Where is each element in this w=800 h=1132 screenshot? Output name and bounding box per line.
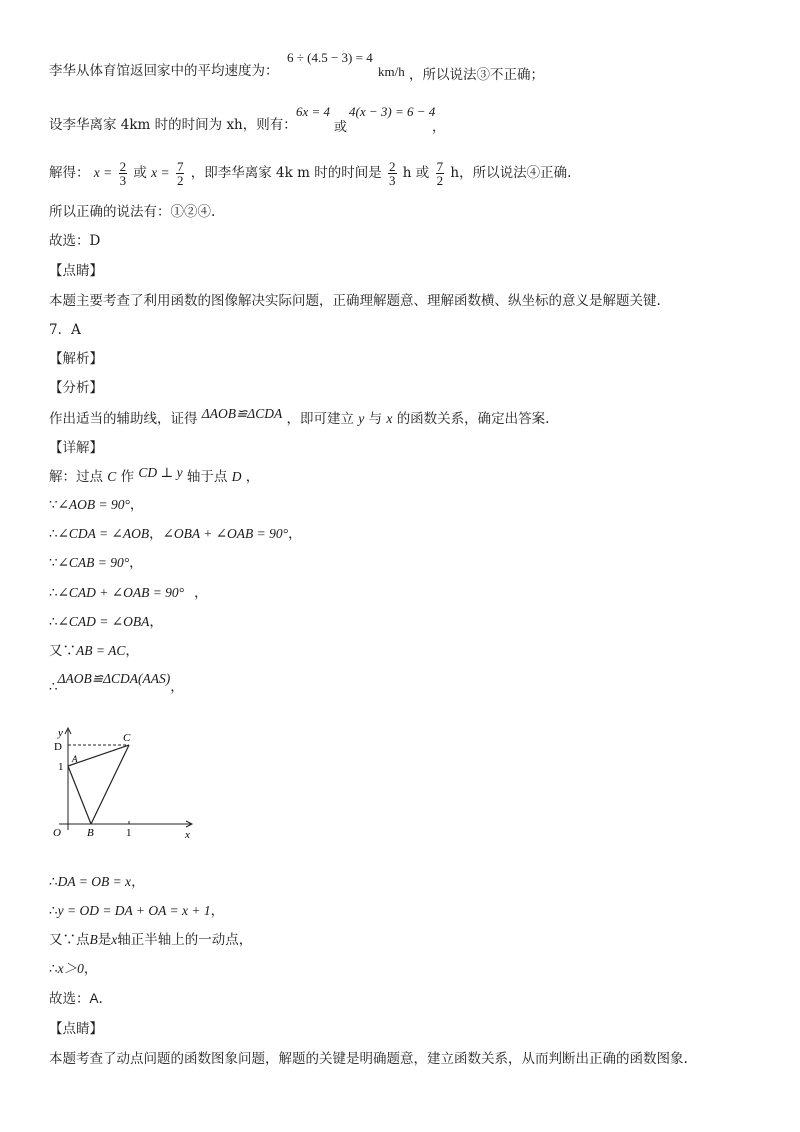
label-1-x: 1 [126, 827, 132, 839]
label-b: B [87, 827, 94, 839]
step-ab-ac [49, 642, 139, 660]
point-d: D [231, 469, 242, 484]
step-math: AB = AC [76, 643, 126, 658]
because-symbol: ∵ [49, 555, 58, 571]
detail-heading: 【详解】 [49, 440, 103, 456]
fraction-7-2 [176, 160, 185, 187]
therefore-symbol: ∴ [49, 614, 58, 630]
step-suffix: 轴正半轴上的一动点， [117, 932, 253, 948]
equation-comma: ， [432, 119, 446, 134]
label-x: x [185, 829, 190, 841]
comment-heading-2: 【点睛】 [49, 1021, 103, 1037]
step-math: DA = OB = x [57, 874, 132, 889]
var-x: x [111, 932, 118, 947]
breakdown-heading: 【分析】 [49, 380, 103, 396]
label-a: A [72, 754, 78, 764]
and-word: 与 [368, 411, 383, 427]
step-da-ob-x [49, 873, 145, 891]
correct-statements: 所以正确的说法有：①②④. [49, 204, 216, 220]
solution-prefix: 解得： [49, 165, 90, 181]
segment-bc [91, 745, 129, 824]
step-cad-oba [49, 613, 163, 631]
frac-den: 2 [176, 173, 184, 188]
avg-speed-unit: km/h [378, 64, 405, 79]
answer-a [49, 990, 103, 1008]
solution-step-construct [49, 465, 260, 486]
step-cad-oab [49, 584, 208, 602]
step-cab-90 [49, 554, 143, 572]
set-time-line [49, 116, 297, 134]
step-sep: ， [149, 526, 163, 542]
analysis-mid: ，即可建立 [286, 411, 354, 427]
step-math: ∠CAD + ∠OAB = 90° [57, 585, 185, 600]
analysis-suffix: 的函数关系，确定出答案. [396, 411, 550, 427]
step-end: ， [288, 526, 302, 542]
avg-speed-formula: 6 ÷ (4.5 − 3) = 4 [287, 50, 373, 65]
answer-prefix: 故选： [49, 991, 90, 1007]
fraction-2-3-b [388, 160, 397, 187]
step-math: x＞0 [57, 961, 84, 976]
step-end: ， [194, 585, 208, 601]
geometry-diagram [49, 722, 199, 842]
step-b-on-axis [49, 931, 252, 949]
construct-end: ， [245, 469, 260, 485]
step-end: ， [131, 874, 145, 890]
step-congruence [49, 671, 184, 696]
perpendicular-math: CD ⊥ y [138, 465, 183, 480]
label-1-y: 1 [58, 761, 64, 773]
var-x: x [386, 411, 393, 426]
step-end: ， [149, 614, 163, 630]
because-symbol: ∵ [49, 497, 58, 513]
step-end: ， [170, 679, 184, 695]
hour-or: h 或 [402, 165, 430, 181]
step-end: ， [83, 961, 98, 977]
label-c: C [123, 732, 131, 744]
therefore-symbol: ∴ [49, 585, 58, 601]
frac-num: 2 [389, 159, 396, 174]
label-y: y [58, 727, 63, 739]
step-math: ∠CAB = 90° [57, 555, 130, 570]
solution-line [49, 160, 571, 187]
step-end: ， [125, 643, 139, 659]
fraction-2-3 [119, 160, 128, 187]
step-function [49, 902, 224, 920]
x-equals-1: x = [93, 165, 113, 180]
analysis-text [49, 406, 550, 428]
label-o: O [53, 827, 61, 839]
avg-speed-text: 李华从体育馆返回家中的平均速度为： [49, 63, 279, 79]
step-end: ， [210, 903, 225, 919]
step-math: ΔAOB≌ΔCDA(AAS) [57, 671, 171, 686]
therefore-symbol: ∴ [49, 961, 58, 977]
frac-num: 7 [176, 159, 184, 174]
therefore-symbol: ∴ [49, 526, 58, 542]
frac-num: 7 [436, 159, 444, 174]
frac-den: 3 [119, 173, 127, 188]
set-time-text: 设李华离家 4km 时的时间为 xh，则有： [49, 117, 297, 133]
construct-prefix: 解：过点 [49, 469, 103, 485]
step-prefix: 又∵点 [49, 932, 90, 948]
step-math-2: ∠OBA + ∠OAB = 90° [162, 526, 289, 541]
frac-den: 3 [389, 173, 396, 188]
step-x-positive [49, 960, 97, 978]
therefore-symbol: ∴ [49, 679, 58, 695]
step-end: ， [129, 555, 143, 571]
analysis-heading: 【解析】 [49, 351, 103, 367]
answer-d: 故选：D [49, 233, 101, 249]
congruence-math: ΔAOB≌ΔCDA [201, 406, 283, 421]
step-math: ∠CAD = ∠OBA [57, 614, 150, 629]
step-aob-90 [49, 496, 143, 514]
construct-verb: 作 [120, 469, 135, 485]
comment-text-2: 本题考查了动点问题的函数图象问题，解题的关键是明确题意，建立函数关系，从而判断出正确的函数图象. [49, 1051, 688, 1067]
construct-suffix: 轴于点 [186, 469, 228, 485]
frac-num: 2 [119, 159, 127, 174]
comment-text-1: 本题主要考查了利用函数的图像解决实际问题，正确理解题意、理解函数横、纵坐标的意义是解题关键. [49, 293, 661, 309]
also-because-symbol: 又∵ [49, 643, 76, 659]
comment-heading-1: 【点睛】 [49, 263, 103, 279]
equation-two: 4(x − 3) = 6 − 4 [349, 104, 436, 119]
x-equals-2: x = [151, 165, 170, 180]
point-c: C [107, 469, 117, 484]
or-word-2: 或 [133, 165, 147, 181]
solution-suffix: h，所以说法④正确. [450, 165, 572, 181]
frac-den: 2 [436, 173, 444, 188]
label-d: D [54, 741, 62, 753]
step-math: ∠AOB = 90° [57, 497, 130, 512]
therefore-symbol: ∴ [49, 903, 58, 919]
step-math: y = OD = DA + OA = x + 1 [57, 903, 211, 918]
equation-one: 6x = 4 [296, 104, 331, 119]
solution-mid: ，即李华离家 4k m 时的时间是 [190, 165, 382, 181]
analysis-prefix: 作出适当的辅助线，证得 [49, 411, 198, 427]
answer-end: . [98, 991, 103, 1007]
step-math: ∠CDA = ∠AOB [57, 526, 150, 541]
or-word: 或 [334, 120, 348, 135]
is-word: 是 [97, 932, 112, 948]
avg-speed-conclusion: ，所以说法③不正确； [409, 67, 544, 83]
therefore-symbol: ∴ [49, 874, 58, 890]
fraction-7-2-b [436, 160, 445, 187]
segment-ab [68, 766, 91, 824]
question-7-answer: 7．A [49, 322, 81, 338]
step-cda-aob [49, 525, 302, 543]
step-end: ， [129, 497, 144, 513]
var-y: y [358, 411, 365, 426]
answer-letter: A [89, 991, 99, 1006]
avg-speed-line [49, 62, 279, 80]
point-b: B [89, 932, 98, 947]
